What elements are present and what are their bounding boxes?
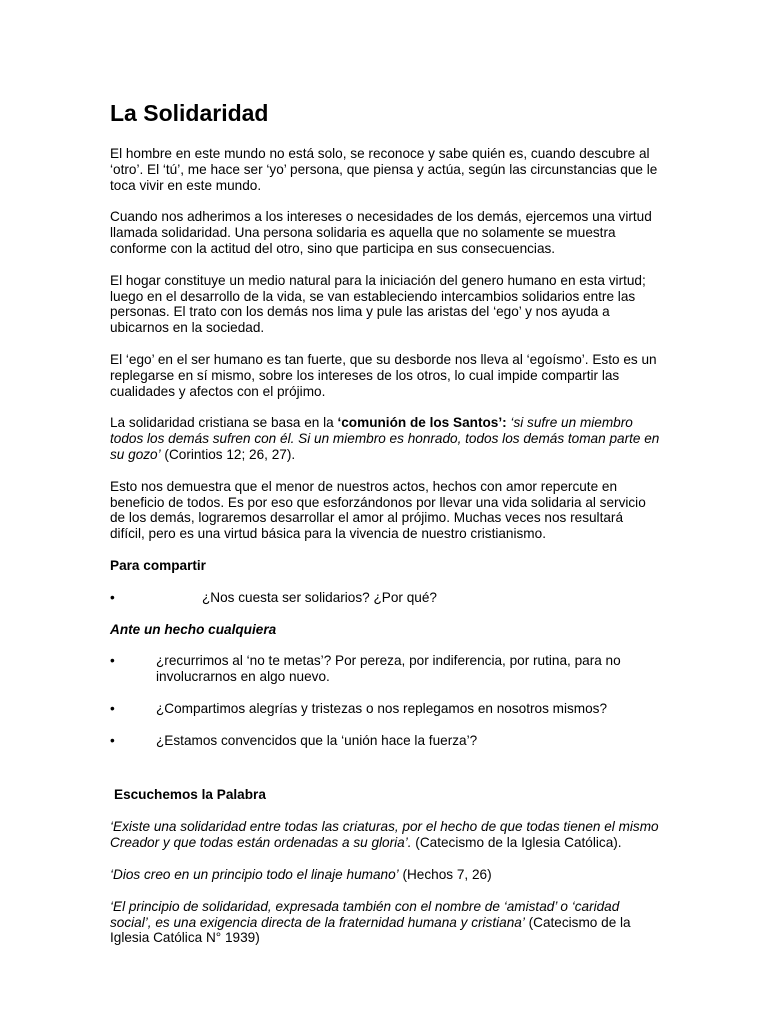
bullet-icon: •	[110, 700, 115, 716]
quote-1-reference: (Catecismo de la Iglesia Católica).	[411, 835, 622, 851]
bullet-icon: •	[110, 589, 115, 605]
paragraph-2: Cuando nos adherimos a los intereses o necesidades de los demás, ejercemos una virtud llamada solidaridad. Una persona solidaria es aquella que no solamente se muestra conforme con la actitud del otro, sino que participa en sus consecuencias.	[110, 209, 652, 256]
quote-2	[110, 867, 660, 883]
quote-2-text: ‘Dios creo en un principio todo el linaje humano’	[110, 866, 399, 882]
escuchemos-heading: Escuchemos la Palabra	[114, 786, 266, 802]
paragraph-4: El ‘ego’ en el ser humano es tan fuerte, que su desborde nos lleva al ‘egoísmo’. Esto es un replegarse en sí mismo, sobre los intereses de los otros, lo cual impide compartir las cualidades y afectos con el prójimo.	[110, 351, 657, 399]
paragraph-5	[110, 415, 660, 462]
quote-2-reference: (Hechos 7, 26)	[398, 866, 492, 882]
paragraph-5-reference: (Corintios 12; 26, 27).	[160, 446, 296, 462]
list-item	[110, 590, 660, 606]
paragraph-6: Esto nos demuestra que el menor de nuestros actos, hechos con amor repercute en beneficio de todos. Es por eso que esforzándonos por llevar una vida solidaria al servicio de los demás, lograremos desarrollar el amor al prójimo. Muchas veces nos resultará difícil, pero es una virtud básica para la vivencia de nuestro cristianismo.	[110, 478, 646, 542]
para-compartir-heading: Para compartir	[110, 557, 206, 573]
quote-3-reference: (Catecismo de la Iglesia Católica N° 1939)	[110, 914, 631, 946]
list-item-text: ¿Nos cuesta ser solidarios? ¿Por qué?	[202, 589, 437, 605]
quote-1-text: ‘Existe una solidaridad entre todas las criaturas, por el hecho de que todas tienen el mismo Creador y que todas están ordenadas a su gloria’.	[110, 819, 659, 851]
list-item-text: ¿recurrimos al ‘no te metas’? Por pereza, por indiferencia, por rutina, para no involucrarnos en algo nuevo.	[156, 653, 621, 685]
list-item-text: ¿Compartimos alegrías y tristezas o nos replegamos en nosotros mismos?	[156, 700, 608, 716]
quote-3-text: ‘El principio de solidaridad, expresada también con el nombre de ‘amistad’ o ‘caridad social’, es una exigencia directa de la fraternidad humana y cristiana’	[110, 898, 620, 930]
list-item-text: ¿Estamos convencidos que la ‘unión hace la fuerza’?	[156, 732, 478, 748]
quote-1	[110, 819, 660, 851]
paragraph-5-quote: ‘si sufre un miembro todos los demás sufren con él. Si un miembro es honrado, todos los demás toman parte en su gozo’	[110, 415, 660, 462]
bullet-icon: •	[110, 653, 115, 669]
ante-un-hecho-heading: Ante un hecho cualquiera	[110, 621, 277, 637]
list-item	[110, 733, 660, 749]
list-item	[110, 701, 660, 717]
paragraph-5-bold: ‘comunión de los Santos’:	[337, 415, 507, 431]
paragraph-3: El hogar constituye un medio natural para la iniciación del genero humano en esta virtud; luego en el desarrollo de la vida, se van estableciendo intercambios solidarios entre las personas. El trato con los demás nos lima y pule las aristas del ‘ego’ y nos ayuda a ubicarnos en la sociedad.	[110, 272, 646, 336]
list-item	[110, 653, 660, 685]
document-title: La Solidaridad	[110, 100, 269, 126]
quote-3	[110, 899, 660, 946]
paragraph-1: El hombre en este mundo no está solo, se reconoce y sabe quién es, cuando descubre al ‘otro’. El ‘tú’, me hace ser ‘yo’ persona, que piensa y actúa, según las circunstancias que le toca vivir en este mundo.	[110, 146, 658, 193]
document-page	[110, 98, 660, 962]
paragraph-5-intro: La solidaridad cristiana se basa en la	[110, 415, 338, 431]
bullet-icon: •	[110, 732, 115, 748]
